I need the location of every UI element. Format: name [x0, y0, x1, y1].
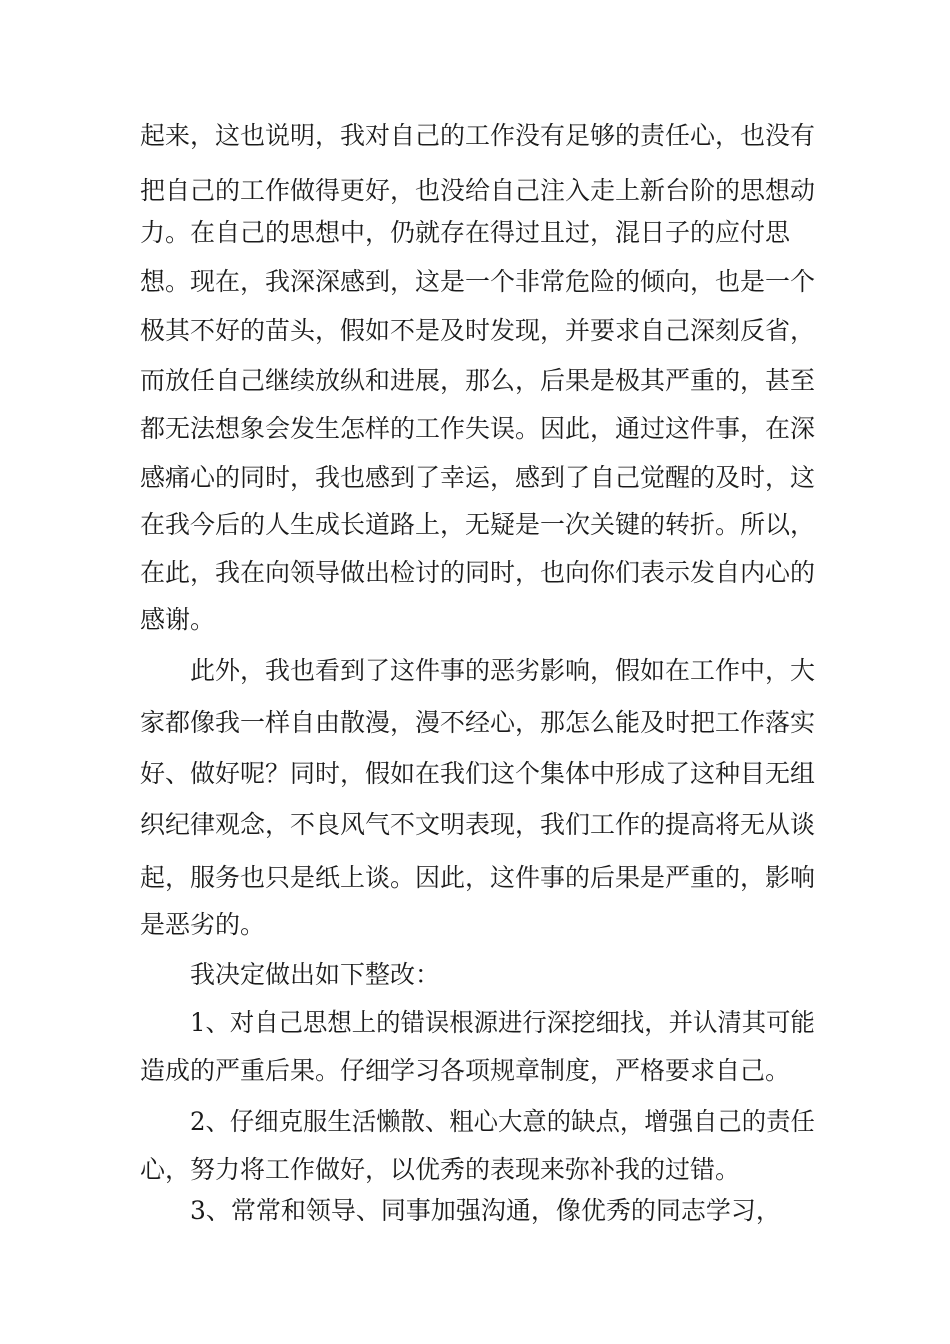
text-line: 此外，我也看到了这件事的恶劣影响，假如在工作中，大	[190, 656, 816, 685]
text-line: 力。在自己的思想中，仍就存在得过且过，混日子的应付思	[140, 218, 791, 247]
text-line: 家都像我一样自由散漫，漫不经心，那怎么能及时把工作落实	[140, 708, 816, 737]
text-line: 感谢。	[140, 605, 216, 634]
text-line: 而放任自己继续放纵和进展，那么，后果是极其严重的，甚至	[140, 366, 816, 395]
text-line: 都无法想象会发生怎样的工作失误。因此，通过这件事，在深	[140, 414, 816, 443]
text-line: 极其不好的苗头，假如不是及时发现，并要求自己深刻反省，	[140, 316, 816, 345]
text-line: 是恶劣的。	[140, 910, 266, 939]
text-line: 织纪律观念，不良风气不文明表现，我们工作的提高将无从谈	[140, 810, 816, 839]
text-line: 2、仔细克服生活懒散、粗心大意的缺点，增强自己的责任	[190, 1107, 815, 1136]
text-line: 把自己的工作做得更好，也没给自己注入走上新台阶的思想动	[140, 176, 816, 205]
text-line: 起来，这也说明，我对自己的工作没有足够的责任心，也没有	[140, 121, 816, 150]
text-line: 心，努力将工作做好，以优秀的表现来弥补我的过错。	[140, 1155, 741, 1184]
text-line: 1、对自己思想上的错误根源进行深挖细找，并认清其可能	[190, 1008, 815, 1037]
text-line: 3、常常和领导、同事加强沟通，像优秀的同志学习，	[190, 1196, 781, 1225]
text-line: 感痛心的同时，我也感到了幸运，感到了自己觉醒的及时，这	[140, 463, 816, 492]
text-line: 在此，我在向领导做出检讨的同时，也向你们表示发自内心的	[140, 558, 816, 587]
text-line: 起，服务也只是纸上谈。因此，这件事的后果是严重的，影响	[140, 863, 816, 892]
text-line: 造成的严重后果。仔细学习各项规章制度，严格要求自己。	[140, 1056, 791, 1085]
text-line: 好、做好呢？同时，假如在我们这个集体中形成了这种目无组	[140, 759, 816, 788]
text-line: 在我今后的人生成长道路上，无疑是一次关键的转折。所以，	[140, 510, 816, 539]
text-line: 我决定做出如下整改：	[190, 960, 441, 989]
text-line: 想。现在，我深深感到，这是一个非常危险的倾向，也是一个	[140, 267, 816, 296]
